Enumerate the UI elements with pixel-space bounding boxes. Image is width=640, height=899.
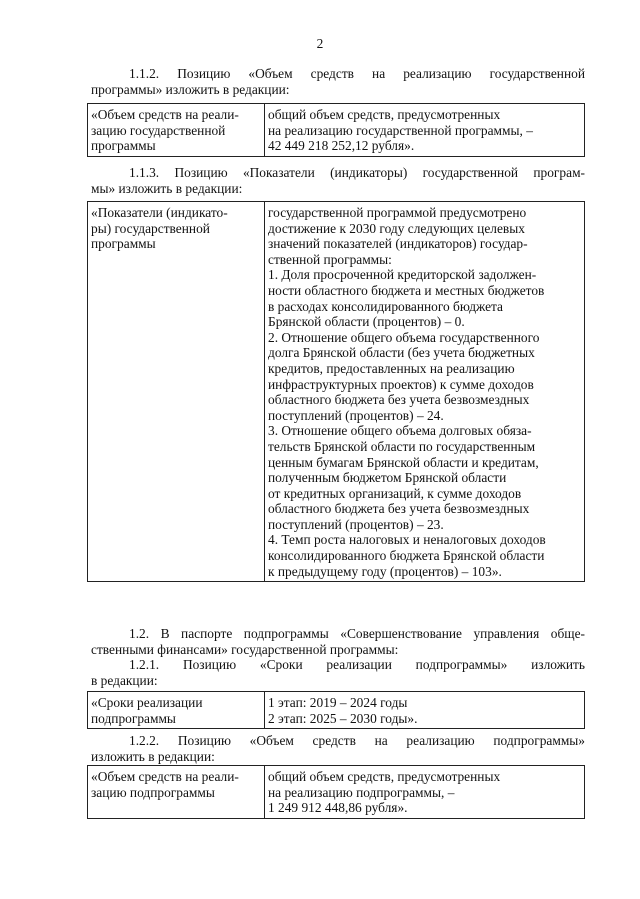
- cell-line: 2. Отношение общего объема государственного: [268, 329, 540, 345]
- cell-line: значений показателей (индикаторов) государ-: [268, 236, 528, 252]
- cell-line: ности областного бюджета и местных бюджетов: [268, 282, 545, 298]
- position-value-cell: [265, 692, 585, 729]
- table-implementation-terms: [87, 691, 585, 729]
- paragraph-line: изложить в редакции:: [91, 748, 215, 764]
- paragraph-1-2: [91, 626, 585, 688]
- table-budget-volume-program: [87, 103, 585, 157]
- cell-line: 42 449 218 252,12 рубля».: [268, 138, 415, 154]
- position-name-cell: [88, 104, 265, 157]
- table-row: [88, 766, 585, 819]
- cell-line: зацию государственной: [91, 122, 226, 138]
- paragraph-line: ственными финансами» государственной программы:: [91, 641, 399, 657]
- cell-line: долга Брянской области (без учета бюджетных: [268, 345, 535, 361]
- page-number: 2: [316, 36, 324, 51]
- position-name-cell: [88, 692, 265, 729]
- cell-line: достижение к 2030 году следующих целевых: [268, 220, 525, 236]
- paragraph-line: 1.1.3. Позицию «Показатели (индикаторы) государственной програм-: [129, 165, 585, 180]
- cell-line: тельств Брянской области по государственным: [268, 438, 536, 454]
- paragraph-line: в редакции:: [91, 672, 158, 688]
- cell-line: от кредитных организаций, к сумме доходов: [268, 485, 522, 501]
- cell-line: подпрограммы: [91, 710, 176, 726]
- position-value-cell: [265, 766, 585, 819]
- paragraph-1-1-2: [91, 66, 585, 97]
- cell-line: общий объем средств, предусмотренных: [268, 107, 501, 122]
- position-value-cell: [265, 202, 585, 582]
- paragraph-line: программы» изложить в редакции:: [91, 81, 290, 97]
- paragraph-line: 1.1.2. Позицию «Объем средств на реализацию государственной: [129, 66, 585, 81]
- cell-line: 3. Отношение общего объема долговых обяза-: [268, 423, 532, 439]
- cell-line: областного бюджета без учета безвозмездных: [268, 392, 530, 408]
- cell-line: «Объем средств на реали-: [91, 769, 239, 784]
- cell-line: общий объем средств, предусмотренных: [268, 769, 501, 784]
- cell-line: Брянской области (процентов) – 0.: [268, 314, 465, 330]
- cell-line: поступлений (процентов) – 23.: [268, 516, 444, 532]
- cell-line: 1 этап: 2019 – 2024 годы: [268, 695, 408, 710]
- cell-line: областного бюджета без учета безвозмездных: [268, 501, 530, 517]
- cell-line: 4. Темп роста налоговых и неналоговых доходов: [268, 532, 546, 548]
- paragraph-1-1-3: [91, 165, 585, 196]
- position-value-cell: [265, 104, 585, 157]
- table-row: [88, 692, 585, 729]
- paragraph-line: мы» изложить в редакции:: [91, 180, 243, 196]
- cell-line: «Объем средств на реали-: [91, 107, 239, 122]
- cell-line: 1. Доля просроченной кредиторской задолжен-: [268, 267, 537, 283]
- cell-line: кредитов, предоставленных на реализацию: [268, 360, 515, 376]
- cell-line: программы: [91, 236, 156, 252]
- position-name-cell: [88, 766, 265, 819]
- table-row: [88, 202, 585, 582]
- cell-line: полученным бюджетом Брянской области: [268, 470, 507, 486]
- cell-line: «Показатели (индикато-: [91, 205, 228, 220]
- cell-line: на реализацию подпрограммы, –: [268, 784, 455, 800]
- cell-line: консолидированного бюджета Брянской области: [268, 548, 545, 564]
- cell-line: государственной программой предусмотрено: [268, 205, 527, 220]
- position-name-cell: [88, 202, 265, 582]
- paragraph-line: 1.2. В паспорте подпрограммы «Совершенствование управления обще-: [129, 626, 585, 641]
- paragraph-line: 1.2.1. Позицию «Сроки реализации подпрограммы» изложить: [129, 657, 585, 673]
- cell-line: 1 249 912 448,86 рубля».: [268, 800, 408, 816]
- table-indicators: [87, 201, 585, 582]
- cell-line: 2 этап: 2025 – 2030 годы».: [268, 710, 418, 726]
- cell-line: к предыдущему году (процентов) – 103».: [268, 563, 502, 579]
- table-budget-volume-subprogram: [87, 765, 585, 819]
- paragraph-1-2-2: [91, 733, 585, 764]
- cell-line: программы: [91, 138, 156, 154]
- cell-line: инфраструктурных проектов) к сумме доходов: [268, 376, 534, 392]
- paragraph-line: 1.2.2. Позицию «Объем средств на реализацию подпрограммы»: [129, 733, 585, 748]
- cell-line: ценным бумагам Брянской области и кредитам,: [268, 454, 539, 470]
- cell-line: ственной программы:: [268, 251, 392, 267]
- cell-line: поступлений (процентов) – 24.: [268, 407, 444, 423]
- cell-line: на реализацию государственной программы, –: [268, 122, 533, 138]
- cell-line: «Сроки реализации: [91, 695, 203, 710]
- cell-line: в расходах консолидированного бюджета: [268, 298, 503, 314]
- table-row: [88, 104, 585, 157]
- cell-line: зацию подпрограммы: [91, 784, 215, 800]
- cell-line: ры) государственной: [91, 220, 210, 236]
